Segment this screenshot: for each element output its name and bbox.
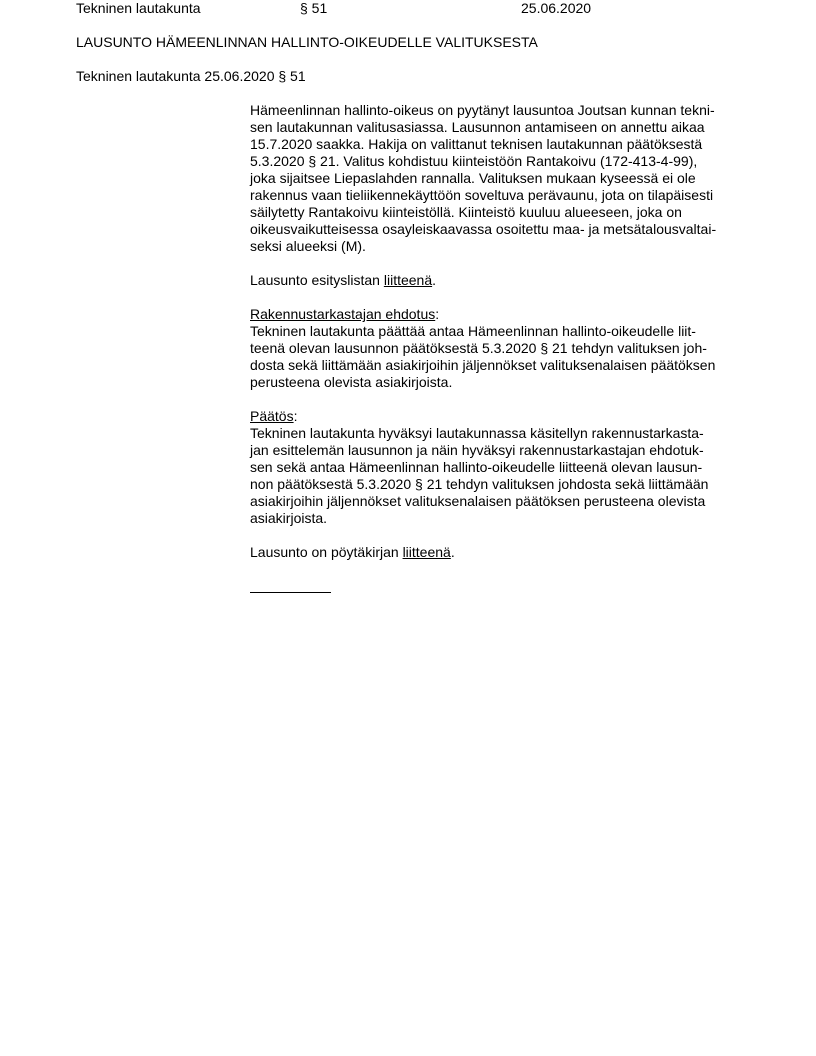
proposal-heading-line [250,306,745,323]
decision-line: jan esittelemän lausunnon ja näin hyväksyi rakennustarkastajan ehdotuk- [250,442,704,458]
intro-line: 15.7.2020 saakka. Hakija on valittanut teknisen lautakunnan päätöksestä [250,136,703,152]
intro-line: oikeusvaikutteisessa osayleiskaavassa osoitettu maa- ja metsätalousvaltai- [250,221,717,237]
decision-heading: Päätös [250,408,294,424]
decision-heading-colon: : [293,408,298,424]
attachment-note-prefix: Lausunto esityslistan [250,272,384,288]
decision-line: asiakirjoihin jäljennökset valituksenalaisen päätöksen perusteena olevista [250,493,706,509]
header-date: 25.06.2020 [521,0,592,16]
end-rule-row [250,578,745,597]
intro-paragraph [250,102,745,255]
proposal-heading: Rakennustarkastajan ehdotus [250,306,436,322]
intro-line: sen lautakunnan valitusasiassa. Lausunnon antamiseen on annettu aikaa [250,119,705,135]
decision-line: asiakirjoista. [250,510,328,526]
intro-line: Hämeenlinnan hallinto-oikeus on pyytänyt lausuntoa Joutsan kunnan tekni- [250,102,715,118]
intro-line: seksi alueeksi (M). [250,238,366,254]
decision-line: sen sekä antaa Hämeenlinnan hallinto-oikeudelle liitteenä olevan lausun- [250,459,703,475]
intro-line: rakennus vaan tieliikennekäyttöön soveltuva perävaunu, jota on tilapäisesti [250,187,714,203]
document-body [250,102,745,614]
intro-line: säilytetty Rantakoivu kiinteistöllä. Kiinteistö kuuluu alueeseen, joka on [250,204,682,220]
end-rule [250,578,331,593]
header-committee: Tekninen lautakunta [76,0,201,16]
decision-line: non päätöksestä 5.3.2020 § 21 tehdyn valituksen johdosta sekä liittämään [250,476,709,492]
minutes-attachment-link[interactable]: liitteenä [402,544,451,560]
minutes-note-prefix: Lausunto on pöytäkirjan [250,544,403,560]
proposal-line: perusteena olevista asiakirjoista. [250,374,453,390]
attachment-note [250,272,745,289]
attachment-link[interactable]: liitteenä [383,272,433,288]
document-header [76,0,776,17]
attachment-note-suffix: . [432,272,437,288]
proposal-heading-colon: : [435,306,440,322]
intro-line: joka sijaitsee Liepaslahden rannalla. Valituksen mukaan kyseessä ei ole [250,170,696,186]
header-section: § 51 [300,0,328,16]
document-title: LAUSUNTO HÄMEENLINNAN HALLINTO-OIKEUDELLE VALITUKSESTA [76,34,538,50]
decision-paragraph [250,408,745,527]
intro-line: 5.3.2020 § 21. Valitus kohdistuu kiinteistöön Rantakoivu (172-413-4-99), [250,153,698,169]
proposal-paragraph [250,306,745,391]
decision-line: Tekninen lautakunta hyväksyi lautakunnassa käsitellyn rakennustarkasta- [250,425,704,441]
proposal-line: dosta sekä liittämään asiakirjoihin jäljennökset valituksenalaisen päätöksen [250,357,716,373]
minutes-note-suffix: . [450,544,455,560]
minutes-note [250,544,745,561]
proposal-line: teenä olevan lausunnon päätöksestä 5.3.2020 § 21 tehdyn valituksen joh- [250,340,707,356]
decision-heading-line [250,408,745,425]
meeting-reference: Tekninen lautakunta 25.06.2020 § 51 [76,68,306,84]
proposal-line: Tekninen lautakunta päättää antaa Hämeenlinnan hallinto-oikeudelle liit- [250,323,696,339]
